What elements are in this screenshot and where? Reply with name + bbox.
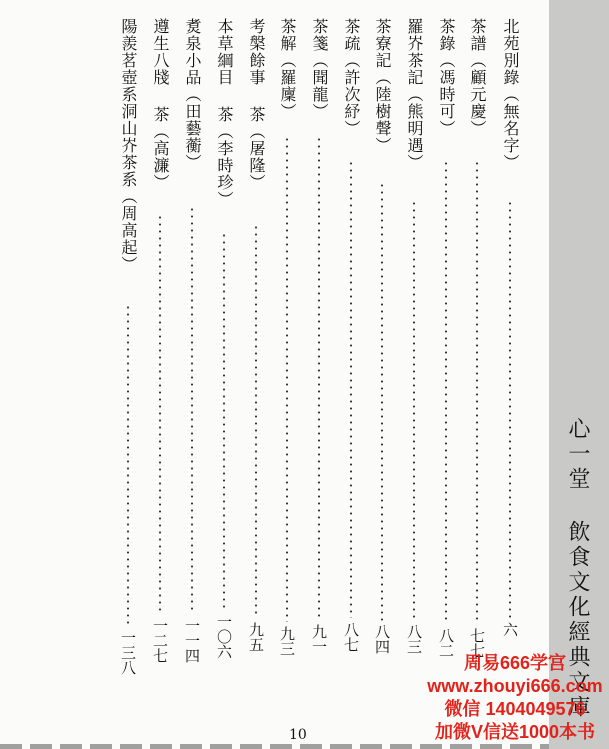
watermark: [420, 652, 609, 744]
toc-entry: [339, 18, 363, 718]
toc-entry: [434, 18, 458, 718]
toc-entry-page: 一〇六: [215, 614, 233, 659]
toc-entry-page: 八四: [373, 624, 391, 654]
toc-entry-page: 八七: [342, 622, 360, 652]
watermark-line-1: 周易666学宫: [463, 653, 567, 673]
toc-entry: [212, 18, 236, 718]
leader-dots: [126, 304, 130, 626]
toc-entry-page: 一一四: [183, 618, 201, 663]
toc-entry-page: 九三: [278, 626, 296, 656]
toc-entry-title: 考槃餘事 茶（屠隆）: [247, 18, 266, 191]
toc-entry-page: 九一: [310, 624, 328, 654]
series-title: 心一堂 飲食文化經典文庫: [565, 417, 590, 720]
leader-dots: [412, 200, 416, 620]
leader-dots: [158, 214, 162, 614]
toc-entry-page: 八二: [437, 628, 455, 658]
toc-entry-title: 羅岕茶記（熊明遇）: [405, 18, 424, 171]
toc-entry-title: 茶疏（許次紓）: [342, 18, 361, 137]
toc-entry: [244, 18, 268, 718]
leader-dots: [508, 200, 512, 620]
toc-entry-page: 七七: [468, 628, 486, 658]
toc-entry: [370, 18, 394, 718]
toc-entry-page: 九五: [247, 622, 265, 652]
leader-dots: [380, 182, 384, 622]
toc-entry: [498, 18, 522, 718]
toc-entry-page: 六: [501, 622, 519, 637]
toc-entry-title: 陽羨茗壺系洞山岕茶系（周高起）: [119, 18, 138, 273]
leader-dots: [444, 160, 448, 624]
watermark-line-2: www.zhouyi666.com: [427, 676, 603, 696]
leader-dots: [317, 136, 321, 620]
leader-dots: [190, 206, 194, 614]
toc-entry: [116, 18, 140, 718]
toc-entry-title: 煑泉小品（田藝蘅）: [183, 18, 202, 171]
toc-entry: [180, 18, 204, 718]
toc-entry: [465, 18, 489, 718]
leader-dots: [285, 136, 289, 622]
leader-dots: [475, 160, 479, 624]
toc-entry-title: 茶解（羅廩）: [278, 18, 297, 120]
toc-entry-title: 茶箋（聞龍）: [310, 18, 329, 120]
page-number: 10: [289, 727, 307, 743]
toc-entry-page: 八三: [405, 624, 423, 654]
table-of-contents: [100, 18, 530, 718]
cropped-text-strip: [0, 744, 609, 749]
toc-entry-page: 一三八: [119, 630, 137, 675]
toc-entry-page: 一二七: [151, 618, 169, 663]
watermark-line-4: 加微V信送1000本书: [434, 722, 596, 742]
toc-entry: [307, 18, 331, 718]
toc-entry-title: 北苑別錄（無名字）: [501, 18, 520, 171]
toc-entry-title: 茶寮記（陸樹聲）: [373, 18, 392, 154]
toc-entry-title: 遵生八牋 茶（高濂）: [151, 18, 170, 191]
toc-entry-title: 茶錄（馮時可）: [437, 18, 456, 137]
toc-entry: [402, 18, 426, 718]
watermark-line-3: 微信 1404049576: [444, 699, 586, 719]
leader-dots: [222, 232, 226, 610]
toc-entry-title: 茶譜（顧元慶）: [468, 18, 487, 137]
leader-dots: [254, 224, 258, 618]
toc-entry: [148, 18, 172, 718]
leader-dots: [349, 160, 353, 618]
toc-entry-title: 本草綱目 茶（李時珍）: [215, 18, 234, 208]
toc-entry: [275, 18, 299, 718]
